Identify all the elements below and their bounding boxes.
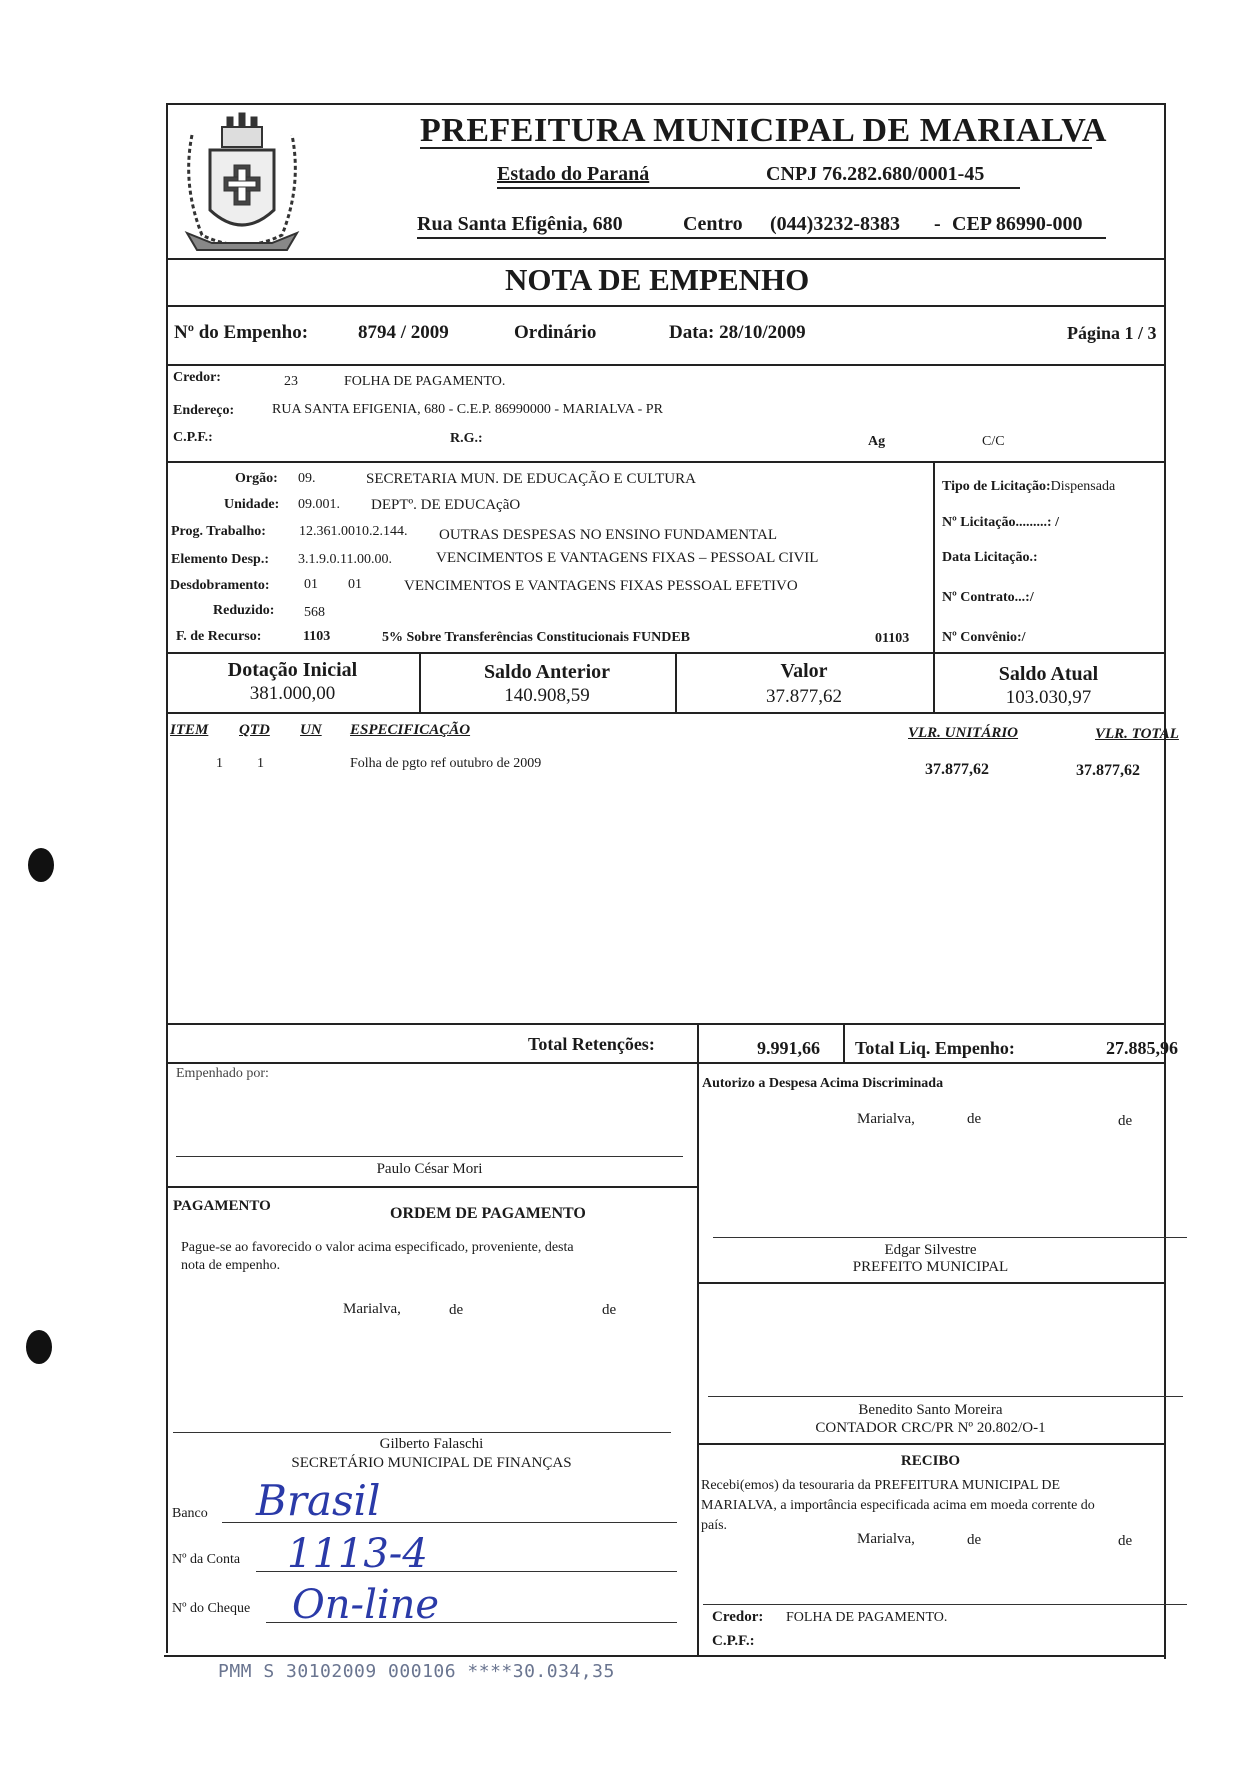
- rule-2: [166, 305, 1164, 307]
- prefeito-title: PREFEITO MUNICIPAL: [852, 1259, 1009, 1275]
- prog-desc: OUTRAS DESPESAS NO ENSINO FUNDAMENTAL: [439, 527, 777, 543]
- valor-value: 37.877,62: [766, 686, 842, 707]
- ret-div-1: [697, 1023, 699, 1063]
- recibo-de1: de: [967, 1532, 982, 1548]
- unidade-desc: DEPTº. DE EDUCAçãO: [371, 497, 521, 513]
- desdobramento-label: Desdobramento:: [170, 578, 270, 593]
- recurso-code: 1103: [303, 629, 331, 644]
- retencoes-value: 9.991,66: [757, 1038, 820, 1058]
- pagamento-text-1: Pague-se ao favorecido o valor acima especificado, proveniente, desta: [181, 1240, 574, 1255]
- saldo-anterior-value: 140.908,59: [504, 685, 590, 706]
- banco-label: Banco: [172, 1506, 208, 1521]
- doc-title: NOTA DE EMPENHO: [505, 262, 810, 297]
- reduzido-value: 568: [304, 605, 325, 620]
- rg-label: R.G.:: [450, 431, 483, 446]
- autorizo-de1: de: [967, 1111, 982, 1127]
- desdobramento-b: 01: [348, 577, 362, 592]
- endereco-value: RUA SANTA EFIGENIA, 680 - C.E.P. 86990000 - MARIALVA - PR: [272, 402, 663, 417]
- recibo-text-3: país.: [701, 1518, 728, 1533]
- budget-divider: [933, 461, 935, 653]
- empenho-type: Ordinário: [514, 322, 597, 343]
- org-title-underline: [420, 147, 1092, 149]
- district-label: Centro: [683, 213, 743, 235]
- row-total-value: 37.877,62: [1076, 762, 1140, 779]
- credor-code: 23: [284, 374, 298, 389]
- machine-stamp: PMM S 30102009 000106 ****30.034,35: [218, 1661, 615, 1682]
- recibo-credor-value: FOLHA DE PAGAMENTO.: [786, 1610, 948, 1625]
- valor-label: Valor: [780, 660, 828, 682]
- conta-value: 1113-4: [287, 1531, 428, 1577]
- retencoes-label: Total Retenções:: [528, 1034, 655, 1054]
- autorizo-title: Autorizo a Despesa Acima Discriminada: [702, 1076, 944, 1091]
- recurso-ref: 01103: [875, 631, 910, 646]
- pagamento-label: PAGAMENTO: [173, 1198, 271, 1214]
- cheque-label: Nº do Cheque: [172, 1601, 251, 1616]
- dotacao-value: 381.000,00: [249, 683, 336, 704]
- desdobramento-desc: VENCIMENTOS E VANTAGENS FIXAS PESSOAL EFETIVO: [404, 578, 798, 594]
- recibo-city: Marialva,: [857, 1531, 915, 1547]
- licitacao-tipo-label: Tipo de Licitação:Dispensada: [942, 479, 1116, 494]
- recibo-credor-label: Credor:: [712, 1609, 764, 1625]
- licitacao-tipo-value: Dispensada: [1050, 479, 1116, 494]
- financas-name: Gilberto Falaschi: [379, 1436, 484, 1452]
- recibo-de2: de: [1118, 1533, 1133, 1549]
- rule-11: [697, 1443, 1164, 1445]
- pagamento-city: Marialva,: [343, 1301, 401, 1317]
- contador-title: CONTADOR CRC/PR Nº 20.802/O-1: [815, 1420, 1046, 1436]
- bottom-divider: [697, 1062, 699, 1655]
- autorizo-city: Marialva,: [857, 1111, 915, 1127]
- row-item: 1: [216, 756, 223, 771]
- financas-signature-line: [173, 1432, 671, 1433]
- frame-left: [166, 103, 168, 1653]
- prog-code: 12.361.0010.2.144.: [299, 524, 408, 539]
- recibo-signature-line: [703, 1604, 1187, 1605]
- col-un: UN: [300, 722, 322, 738]
- pagamento-de2: de: [602, 1302, 617, 1318]
- financas-title: SECRETÁRIO MUNICIPAL DE FINANÇAS: [291, 1455, 572, 1471]
- punch-hole-bottom: [26, 1330, 52, 1364]
- col-item: ITEM: [170, 722, 209, 738]
- pagamento-text-2: nota de empenho.: [181, 1258, 281, 1273]
- orgao-desc: SECRETARIA MUN. DE EDUCAÇÃO E CULTURA: [366, 471, 696, 487]
- frame-right: [1164, 103, 1166, 1659]
- empenhado-signature-line: [176, 1156, 683, 1157]
- conta-label: Nº da Conta: [172, 1552, 241, 1567]
- liquido-label: Total Liq. Empenho:: [855, 1038, 1015, 1058]
- rule-1: [166, 258, 1164, 260]
- header-separator: -: [934, 213, 941, 235]
- col-spec: ESPECIFICAÇÃO: [350, 722, 471, 738]
- empenhado-label: Empenhado por:: [176, 1066, 269, 1081]
- credor-label: Credor:: [173, 370, 221, 385]
- autorizo-de2: de: [1118, 1113, 1133, 1129]
- row-qtd: 1: [257, 756, 264, 771]
- frame-top: [166, 103, 1166, 105]
- banco-value: Brasil: [256, 1476, 381, 1525]
- contador-signature-line: [708, 1396, 1183, 1397]
- cep-label: CEP 86990-000: [952, 213, 1083, 235]
- liquido-value: 27.885,96: [1106, 1038, 1178, 1058]
- autorizo-signature-line: [713, 1237, 1187, 1238]
- cnpj-label: CNPJ 76.282.680/0001-45: [766, 163, 985, 185]
- rule-6: [166, 712, 1164, 714]
- recurso-label: F. de Recurso:: [176, 629, 262, 644]
- state-underline: [497, 187, 1020, 189]
- dotacao-label: Dotação Inicial: [227, 659, 358, 681]
- recibo-text-1: Recebi(emos) da tesouraria da PREFEITURA MUNICIPAL DE: [701, 1478, 1061, 1493]
- punch-hole-top: [28, 848, 54, 882]
- cheque-value: On-line: [292, 1582, 440, 1628]
- ret-div-2: [843, 1023, 845, 1063]
- frame-bottom: [164, 1655, 1166, 1657]
- contador-name: Benedito Santo Moreira: [858, 1402, 1003, 1418]
- licitacao-numero: Nº Licitação.........: /: [942, 515, 1059, 530]
- unidade-label: Unidade:: [224, 497, 280, 512]
- recurso-desc: 5% Sobre Transferências Constitucionais FUNDEB: [382, 630, 691, 645]
- ag-label: Ag: [868, 434, 886, 449]
- unidade-code: 09.001.: [298, 497, 340, 512]
- street-label: Rua Santa Efigênia, 680: [417, 213, 623, 235]
- elemento-label: Elemento Desp.:: [171, 552, 269, 567]
- org-title: PREFEITURA MUNICIPAL DE MARIALVA: [420, 112, 1107, 149]
- state-label: Estado do Paraná: [497, 163, 650, 185]
- empenho-number: 8794 / 2009: [358, 322, 449, 343]
- ordem-title: ORDEM DE PAGAMENTO: [390, 1205, 586, 1222]
- recibo-cpf-label: C.P.F.:: [712, 1633, 755, 1649]
- prefeito-name: Edgar Silvestre: [884, 1242, 977, 1258]
- licitacao-data: Data Licitação.:: [942, 550, 1038, 565]
- saldo-anterior-label: Saldo Anterior: [483, 661, 611, 683]
- recibo-text-2: MARIALVA, a importância especificada acima em moeda corrente do: [701, 1498, 1095, 1513]
- rule-5: [166, 652, 1164, 654]
- cc-label: C/C: [982, 434, 1005, 449]
- page-number: Página 1 / 3: [1067, 323, 1157, 343]
- empenho-date: Data: 28/10/2009: [669, 322, 806, 343]
- orgao-code: 09.: [298, 471, 316, 486]
- pagamento-de1: de: [449, 1302, 464, 1318]
- saldo-atual-value: 103.030,97: [1005, 687, 1092, 708]
- phone-label: (044)3232-8383: [770, 213, 900, 235]
- rule-4: [166, 461, 1164, 463]
- col-unit-value: VLR. UNITÁRIO: [908, 725, 1019, 741]
- credor-name: FOLHA DE PAGAMENTO.: [344, 374, 506, 389]
- saldo-atual-label: Saldo Atual: [998, 663, 1099, 685]
- coat-of-arms-icon: [172, 105, 312, 260]
- rule-7: [166, 1023, 1164, 1025]
- endereco-label: Endereço:: [173, 403, 235, 418]
- address-underline: [417, 237, 1106, 239]
- row-spec: Folha de pgto ref outubro de 2009: [350, 756, 542, 771]
- elemento-desc: VENCIMENTOS E VANTAGENS FIXAS – PESSOAL CIVIL: [436, 550, 819, 566]
- col-qtd: QTD: [239, 722, 270, 738]
- col-total-value: VLR. TOTAL: [1095, 726, 1179, 742]
- elemento-code: 3.1.9.0.11.00.00.: [298, 552, 392, 567]
- empenho-label: Nº do Empenho:: [174, 322, 309, 343]
- desdobramento-a: 01: [304, 577, 318, 592]
- rule-9: [166, 1186, 697, 1188]
- cpf-label: C.P.F.:: [173, 430, 213, 445]
- contrato-number: Nº Contrato...:/: [942, 590, 1034, 605]
- orgao-label: Orgão:: [235, 471, 278, 486]
- prog-label: Prog. Trabalho:: [171, 524, 266, 539]
- rule-10: [697, 1282, 1164, 1284]
- row-unit-value: 37.877,62: [925, 761, 989, 778]
- convenio-number: Nº Convênio:/: [942, 630, 1026, 645]
- empenhado-signer: Paulo César Mori: [376, 1161, 483, 1177]
- rule-8: [166, 1062, 1164, 1064]
- recibo-title: RECIBO: [900, 1453, 961, 1469]
- reduzido-label: Reduzido:: [213, 603, 275, 618]
- rule-3: [166, 364, 1164, 366]
